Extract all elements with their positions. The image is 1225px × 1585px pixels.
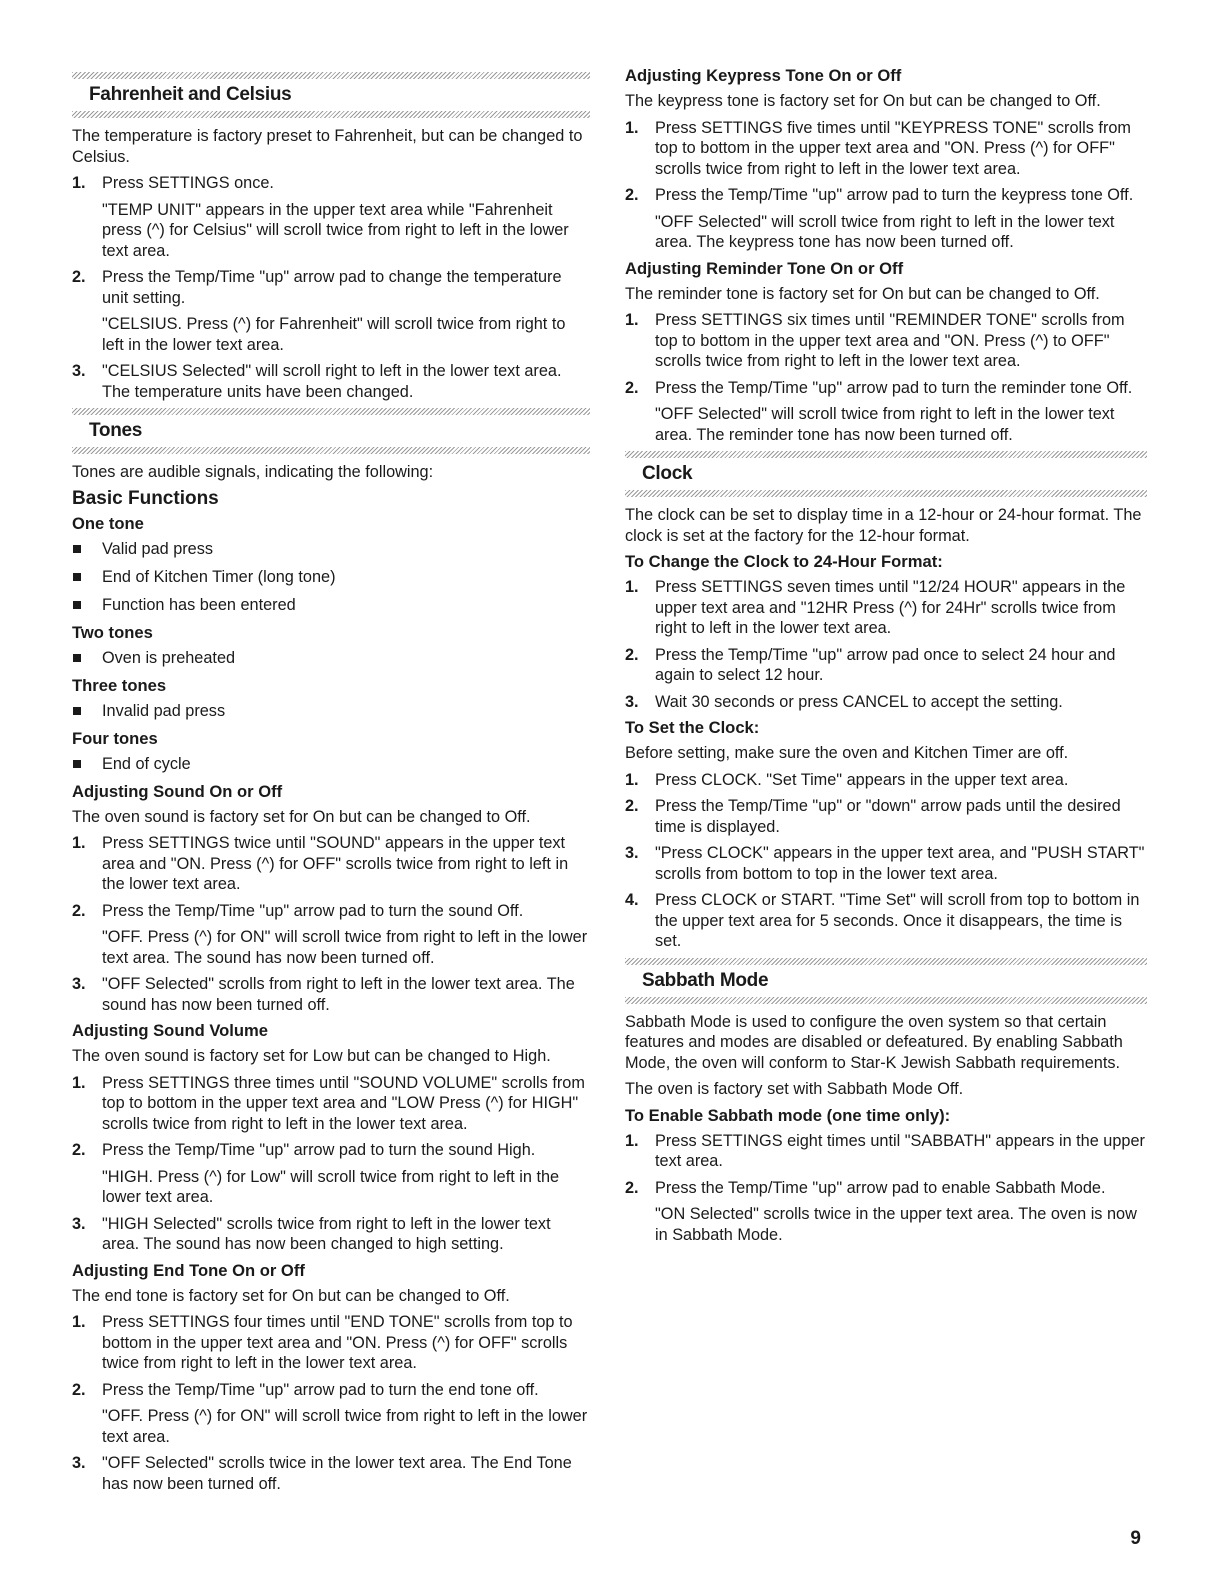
step-text: "Press CLOCK" appears in the upper text area, and "PUSH START" scrolls from bottom to top in the lower text area.: [655, 844, 1145, 883]
one-tone-heading: One tone: [72, 513, 144, 533]
step-item: [72, 974, 590, 1015]
step-item: [625, 378, 1147, 446]
step-text: Press the Temp/Time "up" arrow pad once to select 24 hour and again to select 12 hour.: [655, 645, 1116, 684]
step-text: Press the Temp/Time "up" arrow pad to enable Sabbath Mode.: [655, 1178, 1106, 1197]
step-number: 2.: [625, 797, 639, 815]
step-number: 1.: [625, 770, 639, 789]
step-item: [72, 1214, 590, 1255]
left-column: [72, 66, 590, 1500]
bullet-item: Function has been entered: [72, 595, 590, 615]
clock-set-steps: [625, 770, 1147, 952]
keypress-intro: The keypress tone is factory set for On but can be changed to Off.: [625, 92, 1101, 110]
step-text: Press the Temp/Time "up" arrow pad to turn the end tone off.: [102, 1380, 539, 1399]
hatch-divider: [625, 958, 1147, 965]
step-text: Press CLOCK or START. "Time Set" will scroll from top to bottom in the upper text area for 5 seconds. Once it disappears, the time is set.: [655, 891, 1140, 950]
step-item: [72, 361, 590, 402]
four-tones-heading: Four tones: [72, 728, 158, 748]
clock-change-steps: [625, 577, 1147, 712]
endtone-steps: [72, 1312, 590, 1494]
step-number: 1.: [625, 118, 639, 137]
step-item: [72, 1073, 590, 1135]
step-text: Press the Temp/Time "up" arrow pad to turn the sound High.: [102, 1141, 536, 1159]
bullet-item: Valid pad press: [72, 539, 590, 559]
step-subtext: "OFF. Press (^) for ON" will scroll twice from right to left in the lower text area. The sound has now been turned off.: [102, 928, 588, 967]
step-item: [625, 645, 1147, 686]
hatch-divider: [72, 111, 590, 118]
volume-steps: [72, 1073, 590, 1255]
step-number: 1.: [625, 1131, 639, 1150]
step-number: 3.: [72, 1214, 86, 1233]
clock-change-heading: To Change the Clock to 24-Hour Format:: [625, 552, 943, 571]
step-number: 1.: [72, 1313, 86, 1331]
sabbath-intro-2: The oven is factory set with Sabbath Mode Off.: [625, 1080, 964, 1098]
reminder-steps: [625, 310, 1147, 445]
hatch-divider: [72, 408, 590, 415]
reminder-heading: Adjusting Reminder Tone On or Off: [625, 258, 904, 278]
three-tones-list: [72, 701, 590, 721]
clock-intro: The clock can be set to display time in a 12-hour or 24-hour format. The clock is set at the factory for the 12-hour format.: [625, 506, 1142, 545]
step-subtext: "CELSIUS. Press (^) for Fahrenheit" will scroll twice from right to left in the lower text area.: [102, 315, 566, 354]
step-number: 3.: [72, 975, 86, 993]
step-subtext: "HIGH. Press (^) for Low" will scroll twice from right to left in the lower text area.: [102, 1167, 560, 1206]
step-text: Press SETTINGS eight times until "SABBATH" appears in the upper text area.: [655, 1131, 1145, 1170]
bullet-item: End of Kitchen Timer (long tone): [72, 567, 590, 587]
hatch-divider: [625, 451, 1147, 458]
right-column: [625, 66, 1147, 1251]
step-number: 1.: [625, 311, 639, 329]
step-text: Wait 30 seconds or press CANCEL to accept the setting.: [655, 692, 1063, 711]
section-title: Fahrenheit and Celsius: [89, 84, 292, 105]
two-tones-list: [72, 648, 590, 668]
step-subtext: "OFF. Press (^) for ON" will scroll twice from right to left in the lower text area.: [102, 1407, 588, 1446]
four-tones-list: [72, 754, 590, 774]
section-header-sabbath: [625, 958, 1147, 1004]
step-subtext: "TEMP UNIT" appears in the upper text area while "Fahrenheit press (^) for Celsius" will scroll twice from right to left in the lower text area.: [102, 200, 569, 260]
hatch-divider: [625, 490, 1147, 497]
step-text: Press CLOCK. "Set Time" appears in the upper text area.: [655, 770, 1069, 789]
step-item: [625, 185, 1147, 253]
sabbath-steps: [625, 1131, 1147, 1246]
sabbath-intro: Sabbath Mode is used to configure the oven system so that certain features and modes are disabled or defeatured. By enabling Sabbath Mode, the oven will conform to Star-K Jewish Sabbath requirements.: [625, 1012, 1123, 1072]
bullet-item: End of cycle: [72, 754, 590, 774]
step-subtext: "ON Selected" scrolls twice in the upper text area. The oven is now in Sabbath Mode.: [655, 1205, 1137, 1244]
keypress-steps: [625, 118, 1147, 253]
step-text: Press SETTINGS twice until "SOUND" appears in the upper text area and "ON. Press (^) for OFF" scrolls twice from right to left in the lower text area.: [102, 834, 569, 893]
fahrenheit-intro: The temperature is factory preset to Fahrenheit, but can be changed to Celsius.: [72, 127, 583, 166]
step-number: 2.: [72, 1380, 86, 1399]
volume-heading: Adjusting Sound Volume: [72, 1021, 269, 1040]
tones-intro: Tones are audible signals, indicating the following:: [72, 463, 434, 481]
step-text: "OFF Selected" scrolls twice in the lower text area. The End Tone has now been turned off.: [102, 1454, 572, 1493]
section-title: Clock: [642, 463, 693, 484]
endtone-intro: The end tone is factory set for On but can be changed to Off.: [72, 1286, 510, 1305]
step-number: 2.: [72, 268, 86, 286]
section-header-clock: [625, 451, 1147, 497]
three-tones-heading: Three tones: [72, 675, 167, 695]
section-title: Tones: [89, 420, 143, 441]
hatch-divider: [72, 447, 590, 454]
step-item: [72, 901, 590, 969]
sabbath-enable-heading: To Enable Sabbath mode (one time only):: [625, 1105, 951, 1125]
bullet-item: Invalid pad press: [72, 701, 590, 721]
fahrenheit-steps: [72, 173, 590, 402]
sound-steps: [72, 833, 590, 1015]
one-tone-list: [72, 539, 590, 615]
clock-set-intro: Before setting, make sure the oven and Kitchen Timer are off.: [625, 744, 1069, 762]
hatch-divider: [625, 997, 1147, 1004]
step-number: 2.: [72, 901, 86, 920]
step-text: Press SETTINGS five times until "KEYPRESS TONE" scrolls from top to bottom in the upper text area and "ON. Press (^) for OFF" scrolls twice from right to left in the lower text area.: [655, 118, 1131, 178]
step-text: Press SETTINGS three times until "SOUND VOLUME" scrolls from top to bottom in the upper text area and "LOW Press (^) for HIGH" scrolls twice from right to left in the lower text area.: [102, 1073, 585, 1133]
step-item: [625, 770, 1147, 791]
section-header-fahrenheit: [72, 72, 590, 118]
step-number: 2.: [625, 186, 639, 204]
basic-functions-heading: Basic Functions: [72, 487, 219, 509]
step-number: 1.: [72, 834, 86, 852]
keypress-heading: Adjusting Keypress Tone On or Off: [625, 66, 902, 85]
step-item: [625, 310, 1147, 372]
two-tones-heading: Two tones: [72, 622, 153, 642]
step-item: [625, 692, 1147, 713]
step-number: 2.: [72, 1141, 86, 1159]
step-item: [72, 1312, 590, 1374]
step-item: [625, 1131, 1147, 1172]
step-text: Press the Temp/Time "up" arrow pad to turn the sound Off.: [102, 901, 524, 920]
bullet-item: Oven is preheated: [72, 648, 590, 668]
step-text: Press SETTINGS six times until "REMINDER TONE" scrolls from top to bottom in the upper text area and "ON. Press (^) to OFF" scrolls twice from right to left in the lower text area.: [655, 311, 1125, 370]
step-number: 3.: [72, 362, 86, 380]
step-item: [625, 843, 1147, 884]
step-item: [625, 577, 1147, 639]
step-subtext: "OFF Selected" will scroll twice from right to left in the lower text area. The reminder tone has now been turned off.: [655, 405, 1115, 444]
step-text: "OFF Selected" scrolls from right to left in the lower text area. The sound has now been turned off.: [102, 975, 575, 1014]
step-number: 3.: [625, 844, 639, 862]
step-text: Press SETTINGS once.: [102, 174, 274, 192]
step-number: 1.: [72, 174, 86, 192]
step-item: [72, 1453, 590, 1494]
step-number: 3.: [625, 692, 639, 711]
step-text: "CELSIUS Selected" will scroll right to left in the lower text area. The temperature units have been changed.: [102, 362, 562, 401]
step-number: 1.: [625, 578, 639, 596]
step-item: [72, 1380, 590, 1448]
page-number: 9: [1130, 1528, 1141, 1549]
step-item: [72, 173, 590, 261]
clock-set-heading: To Set the Clock:: [625, 718, 760, 737]
step-number: 2.: [625, 645, 639, 664]
step-text: Press SETTINGS four times until "END TONE" scrolls from top to bottom in the upper text area and "ON. Press (^) for OFF" scrolls twice from right to left in the lower text area.: [102, 1313, 573, 1372]
step-text: Press the Temp/Time "up" arrow pad to turn the reminder tone Off.: [655, 378, 1133, 397]
step-text: Press SETTINGS seven times until "12/24 HOUR" appears in the upper text area and "12HR Press (^) for 24Hr" scrolls twice from right to left in the lower text area.: [655, 578, 1126, 637]
step-item: [625, 1178, 1147, 1246]
section-header-tones: [72, 408, 590, 454]
step-number: 1.: [72, 1073, 86, 1092]
step-item: [72, 267, 590, 355]
step-number: 3.: [72, 1454, 86, 1472]
endtone-heading: Adjusting End Tone On or Off: [72, 1260, 305, 1280]
step-item: [625, 796, 1147, 837]
reminder-intro: The reminder tone is factory set for On but can be changed to Off.: [625, 284, 1100, 303]
step-subtext: "OFF Selected" will scroll twice from right to left in the lower text area. The keypress tone has now been turned off.: [655, 212, 1115, 251]
step-item: [72, 1140, 590, 1208]
step-item: [625, 890, 1147, 952]
step-item: [625, 118, 1147, 180]
sound-heading: Adjusting Sound On or Off: [72, 781, 283, 801]
step-number: 4.: [625, 891, 639, 909]
hatch-divider: [72, 72, 590, 79]
step-text: Press the Temp/Time "up" arrow pad to change the temperature unit setting.: [102, 268, 562, 307]
step-item: [72, 833, 590, 895]
step-text: Press the Temp/Time "up" arrow pad to turn the keypress tone Off.: [655, 186, 1134, 204]
step-text: "HIGH Selected" scrolls twice from right to left in the lower text area. The sound has now been changed to high setting.: [102, 1214, 551, 1253]
section-title: Sabbath Mode: [642, 969, 769, 991]
sound-intro: The oven sound is factory set for On but can be changed to Off.: [72, 807, 531, 826]
step-number: 2.: [625, 1178, 639, 1197]
step-text: Press the Temp/Time "up" or "down" arrow pads until the desired time is displayed.: [655, 797, 1121, 836]
step-number: 2.: [625, 378, 639, 397]
volume-intro: The oven sound is factory set for Low but can be changed to High.: [72, 1047, 551, 1065]
